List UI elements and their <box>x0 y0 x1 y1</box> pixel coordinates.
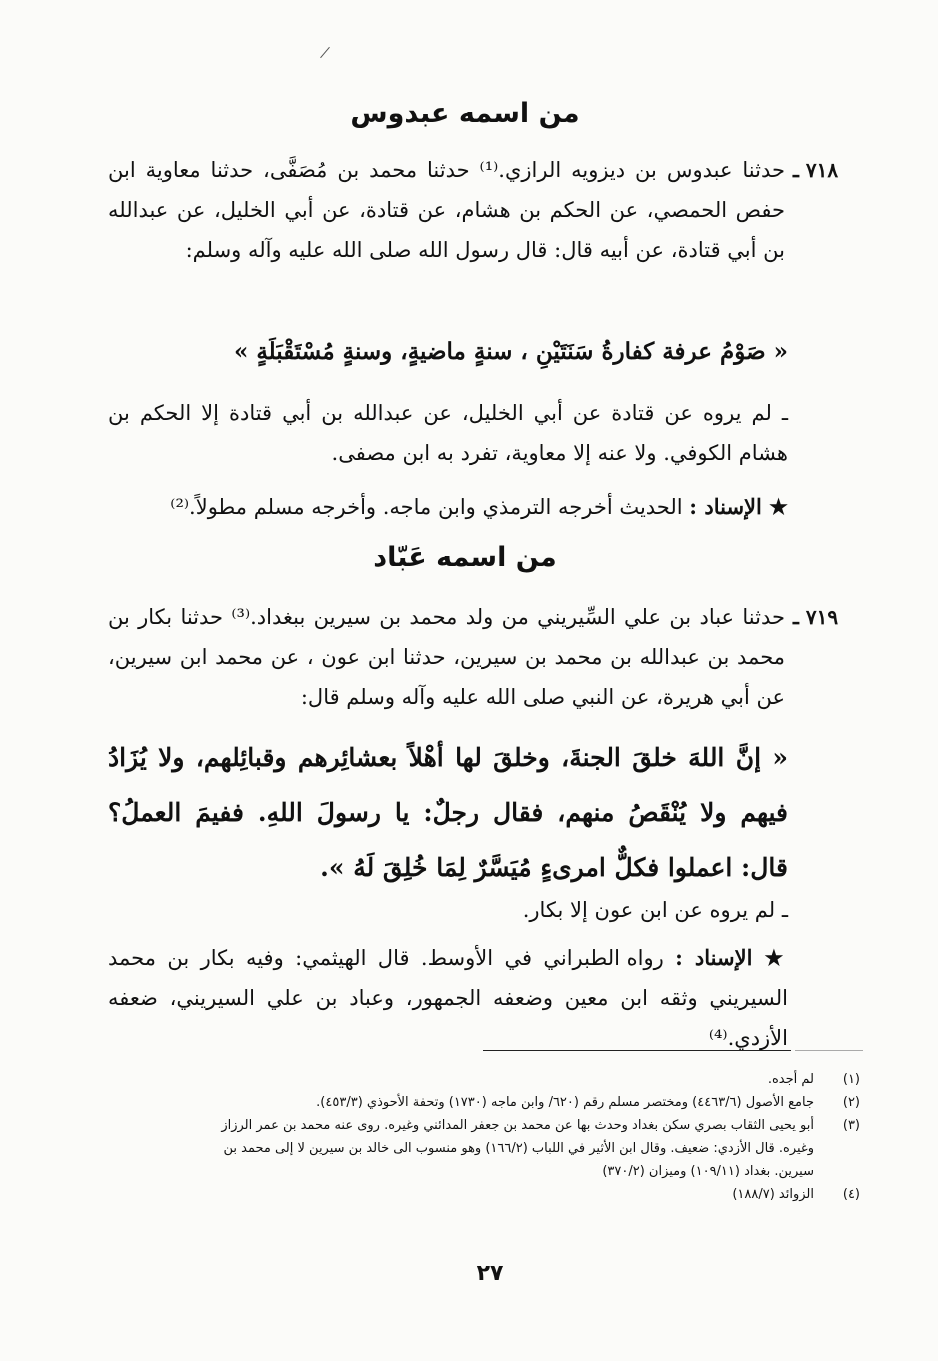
footnote-text: الزوائد (١٨٨/٧) <box>732 1187 814 1202</box>
entry-719 <box>108 597 863 717</box>
entry-narration: حدثنا عباد بن علي السِّيريني من ولد محمد بن سيرين ببغداد.⁽³⁾ حدثنا بكار بن محمد بن عبدالله بن محمد بن سيرين، حدثنا ابن عون ، عن محمد ابن سيرين، عن أبي هريرة، عن النبي صلى الله عليه وآله وسلم قال: <box>108 605 785 709</box>
footnote-item <box>200 1068 860 1091</box>
isnad-label: ★ الإسناد : <box>689 494 788 519</box>
hadith-text: « إنَّ اللهَ خلقَ الجنةَ، وخلقَ لها أهْلاً بعشائِرهم وقبائِلهم، ولا يُزَادُ فيهم ولا يُنْقَصُ منهم، فقال رجلٌ: يا رسولَ اللهِ. ففيمَ العملُ؟ قال: اعملوا فكلٌّ امرىءٍ مُيَسَّرٌ لِمَا خُلِقَ لَهُ ». <box>108 743 788 882</box>
footnote-number: (٢) <box>842 1095 860 1110</box>
isnad-text: رواه الطبراني في الأوسط. قال الهيثمي: وفيه بكار بن محمد السيريني وثقه ابن معين وضعفه الجمهور، وعباد بن علي السيريني، ضعفه الأزدي.⁽⁴⁾ <box>108 946 788 1050</box>
footnote-divider-faint <box>795 1050 863 1051</box>
entry-718 <box>108 150 863 270</box>
footnotes <box>200 1068 860 1206</box>
isnad-line <box>108 487 788 527</box>
footnote-item <box>200 1091 860 1114</box>
footnote-text: أبو يحيى الثقاب بصري سكن بغداد وحدث بها عن محمد بن جعفر المدائني وغيره. روى عنه محمد بن عمر الرزاز وغيره. قال الأزدي: ضعيف. وقال ابن الأثير في اللباب (١٦٦/٢) وهو منسوب الى خالد بن سيرين لا إلى محمد بن سيرين. بغداد (١٠٩/١١) وميزان (٣٧٠/٢) <box>221 1118 814 1179</box>
section-title-abdus: من اسمه عبدوس <box>350 98 580 129</box>
footnote-number: (٤) <box>842 1187 860 1202</box>
entry-narration: حدثنا عبدوس بن ديزويه الرازي.⁽¹⁾ حدثنا محمد بن مُصَفَّى، حدثنا معاوية ابن حفص الحمصي، عن الحكم بن هشام، عن قتادة، عن أبي الخليل، عن عبدالله بن أبي قتادة، عن أبيه قال: قال رسول الله صلى الله عليه وآله وسلم: <box>108 158 785 262</box>
footnote-divider <box>483 1050 791 1051</box>
entry-note: ـ لم يروه عن ابن عون إلا بكار. <box>522 898 788 922</box>
footnote-text: لم أجده. <box>767 1072 814 1087</box>
page-number: ٢٧ <box>476 1261 504 1286</box>
footnote-item <box>200 1183 860 1206</box>
entry-text <box>108 150 785 270</box>
entry-text <box>108 597 785 717</box>
footnote-item <box>200 1114 860 1183</box>
entry-note: ـ لم يروه عن قتادة عن أبي الخليل، عن عبدالله بن أبي قتادة إلا الحكم بن هشام الكوفي. ولا عنه إلا معاوية، تفرد به ابن مصفى. <box>108 401 789 465</box>
isnad-label: ★ الإسناد : <box>675 945 788 970</box>
entry-number: ٧١٨ ـ <box>793 158 839 182</box>
footnote-text: جامع الأصول (٤٤٦٣/٦) ومختصر مسلم رقم (٦٢٠/ وابن ماجه (١٧٣٠) وتحفة الأحوذي (٤٥٣/٣). <box>316 1095 814 1110</box>
footnote-number: (٣) <box>842 1118 860 1133</box>
stray-mark <box>320 47 330 58</box>
isnad-line <box>108 938 788 1058</box>
hadith-text: « صَوْمُ عرفة كفارةُ سَنَتَيْنِ ، سنةٍ ماضيةٍ، وسنةٍ مُسْتَقْبَلَةٍ » <box>233 338 788 365</box>
section-title-abbad: من اسمه عَبّاد <box>373 542 557 573</box>
footnote-number: (١) <box>842 1072 860 1087</box>
isnad-text: الحديث أخرجه الترمذي وابن ماجه. وأخرجه مسلم مطولاً.⁽²⁾ <box>170 495 683 519</box>
entry-number: ٧١٩ ـ <box>793 605 839 629</box>
